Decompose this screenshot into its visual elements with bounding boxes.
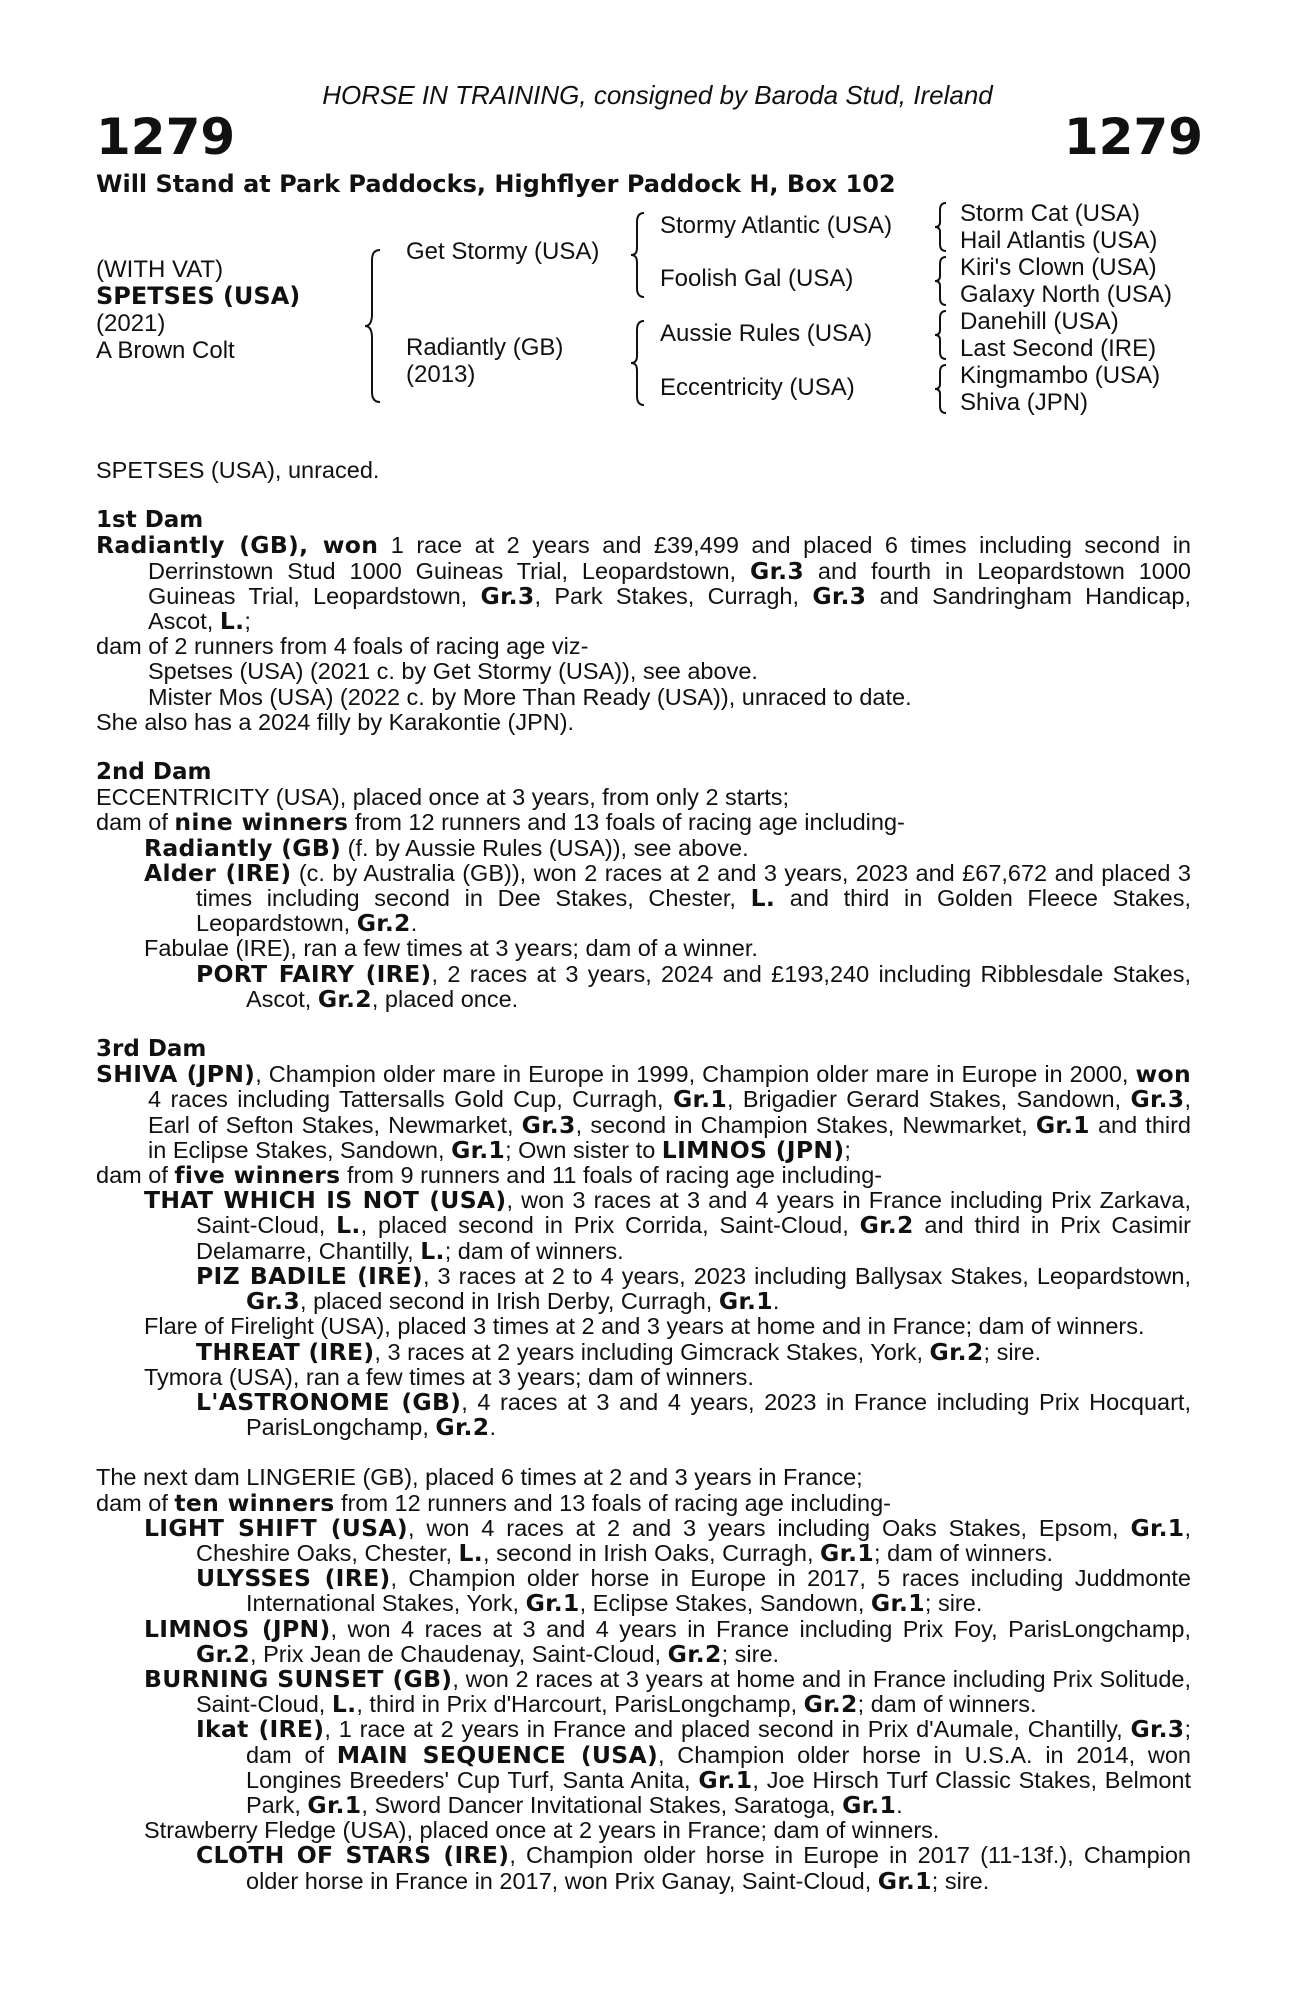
bold-run: ten winners (174, 1488, 335, 1517)
horse-name: SPETSES (USA) (96, 282, 301, 310)
pedigree-sire: Get Stormy (USA) (406, 238, 600, 265)
g3-ancestor: Galaxy North (USA) (960, 281, 1173, 308)
pedigree-dam-dam: Eccentricity (USA) (660, 374, 855, 401)
bold-run: Gr.2 (929, 1337, 984, 1366)
produce-entry: LIGHT SHIFT (USA), won 4 races at 2 and 3 years including Oaks Stakes, Epsom, Gr.1, Cheshire Oaks, Chester, L., second in Irish Oaks, Curragh, Gr.1; dam of winners. (144, 1513, 1191, 1567)
produce-entry: THAT WHICH IS NOT (USA), won 3 races at 3 and 4 years in France including Prix Zarkava, Saint-Cloud, L., placed second in Prix Corrida, Saint-Cloud, Gr.2 and third in Prix Casimir Delamarre, Chantilly, L.; dam of winners. (144, 1186, 1192, 1265)
g3-ancestor: Storm Cat (USA) (960, 200, 1141, 227)
bold-run: Gr.3 (480, 581, 535, 610)
second-dam-produce: dam of nine winners from 12 runners and 13 foals of racing age including- (96, 808, 905, 837)
pedigree-horse (96, 256, 300, 364)
bold-run: won (1135, 1060, 1192, 1089)
produce-sub-entry: L'ASTRONOME (GB), 4 races at 3 and 4 years, 2023 in France including Prix Hocquart, ParisLongchamp, Gr.2. (196, 1387, 1191, 1442)
bold-run: Gr.3 (1130, 1085, 1185, 1114)
bold-run: LIGHT SHIFT (USA) (144, 1513, 408, 1542)
produce-sub-entry: ULYSSES (IRE), Champion older horse in Europe in 2017, 5 races including Juddmonte International Stakes, York, Gr.1, Eclipse Stakes, Sandown, Gr.1; sire. (196, 1564, 1191, 1618)
pedigree-dam: Radiantly (GB) (406, 334, 564, 361)
produce-entry: Strawberry Fledge (USA), placed once at 2 years in France; dam of winners. (144, 1817, 940, 1844)
bold-run: Gr.1 (307, 1790, 362, 1819)
bold-run: Ikat (IRE) (196, 1715, 325, 1744)
bold-run: PORT FAIRY (IRE) (196, 959, 432, 988)
pedigree-dam-year: (2013) (406, 361, 476, 388)
bold-run: Gr.3 (750, 556, 805, 585)
bold-run: Gr.3 (812, 581, 867, 610)
produce-entry: Tymora (USA), ran a few times at 3 years; dam of winners. (144, 1363, 754, 1390)
g3-ancestor: Danehill (USA) (960, 308, 1119, 335)
produce-sub-entry: THREAT (IRE), 3 races at 2 years including Gimcrack Stakes, York, Gr.2; sire. (196, 1337, 1041, 1366)
bold-run: Gr.2 (356, 909, 411, 938)
g3-ancestor: Shiva (JPN) (960, 389, 1089, 416)
bold-run: Gr.1 (1130, 1513, 1185, 1542)
produce-sub-entry: Ikat (IRE), 1 race at 2 years in France and placed second in Prix d'Aumale, Chantilly, Gr.3; dam of MAIN SEQUENCE (USA), Champion older horse in U.S.A. in 2014, won Longines Breeders' Cup Turf, Santa Anita, Gr.1, Joe Hirsch Turf Classic Stakes, Belmont Park, Gr.1, Sword Dancer Invitational Stakes, Saratoga, Gr.1. (196, 1715, 1191, 1819)
bold-run: CLOTH OF STARS (IRE) (196, 1841, 510, 1870)
produce-sub-entry: CLOTH OF STARS (IRE), Champion older horse in Europe in 2017 (11-13f.), Champion older horse in France in 2017, won Prix Ganay, Saint-Cloud, Gr.1; sire. (196, 1841, 1191, 1895)
g3-ancestor: Hail Atlantis (USA) (960, 227, 1158, 254)
produce-entry: BURNING SUNSET (GB), won 2 races at 3 years at home and in France including Prix Solitude, Saint-Cloud, L., third in Prix d'Harcourt, ParisLongchamp, Gr.2; dam of winners. (144, 1664, 1192, 1719)
bold-run: Gr.1 (672, 1085, 727, 1114)
first-dam-produce: dam of 2 runners from 4 foals of racing age viz- (96, 633, 589, 660)
pedigree-sire-sire: Stormy Atlantic (USA) (660, 212, 893, 239)
bold-run: L'ASTRONOME (GB) (196, 1387, 462, 1416)
produce-entry: Alder (IRE) (c. by Australia (GB)), won 2 races at 2 and 3 years, 2023 and £67,672 and placed 3 times including second in Dee Stakes, Chester, L. and third in Golden Fleece Stakes, Leopardstown, Gr.2. (144, 858, 1191, 938)
bold-run: Gr.3 (246, 1287, 301, 1316)
g3-ancestor: Last Second (IRE) (960, 335, 1157, 362)
bold-run: BURNING SUNSET (GB) (144, 1664, 453, 1693)
bold-run: L. (331, 1690, 357, 1719)
bold-run: five winners (174, 1161, 341, 1190)
bold-run: L. (336, 1211, 361, 1240)
bold-run: Gr.2 (196, 1639, 251, 1668)
bold-run: L. (420, 1236, 445, 1265)
bold-run: Gr.1 (525, 1589, 580, 1618)
pedigree-brace-main (362, 246, 386, 406)
bold-run: Gr.2 (859, 1211, 914, 1240)
pedigree-sire-dam: Foolish Gal (USA) (660, 265, 854, 292)
horse-year: (2021) (96, 310, 166, 337)
bold-run: L. (458, 1538, 484, 1567)
bold-run: LIMNOS (JPN) (661, 1135, 845, 1164)
third-dam-produce: dam of five winners from 9 runners and 11 foals of racing age including- (96, 1161, 883, 1190)
vat-note: (WITH VAT) (96, 256, 224, 283)
bold-run: LIMNOS (JPN) (144, 1614, 331, 1643)
bold-run: Gr.1 (820, 1538, 875, 1567)
g3-ancestor: Kingmambo (USA) (960, 362, 1161, 389)
next-dam-produce: dam of ten winners from 12 runners and 13 foals of racing age including- (96, 1488, 891, 1517)
bold-run: Gr.3 (521, 1110, 576, 1139)
bold-run: Gr.1 (718, 1287, 773, 1316)
pedigree-brace-sire (628, 210, 650, 300)
bold-run: Gr.3 (1130, 1715, 1185, 1744)
bold-run: PIZ BADILE (IRE) (196, 1261, 423, 1290)
pedigree-third-generation (960, 200, 1172, 416)
horse-description: A Brown Colt (96, 337, 235, 364)
bold-run: SHIVA (JPN) (96, 1060, 256, 1089)
bold-run: Gr.2 (667, 1639, 722, 1668)
lot-number-left: 1279 (96, 108, 236, 166)
catalogue-body (96, 458, 1191, 1894)
bold-run: Gr.1 (1035, 1110, 1090, 1139)
pedigree-brace-g3-3 (932, 308, 952, 362)
pedigree-brace-g3-1 (932, 200, 952, 254)
second-dam-record: ECCENTRICITY (USA), placed once at 3 years, from only 2 starts; (96, 784, 790, 811)
bold-run: Gr.1 (698, 1765, 753, 1794)
produce-note: She also has a 2024 filly by Karakontie (JPN). (96, 708, 575, 735)
produce-entry: Fabulae (IRE), ran a few times at 3 years; dam of a winner. (144, 935, 758, 962)
third-dam-record: SHIVA (JPN), Champion older mare in Europe in 1999, Champion older mare in Europe in 2000, won 4 races including Tattersalls Gold Cup, Curragh, Gr.1, Brigadier Gerard Stakes, Sandown, Gr.3, Earl of Sefton Stakes, Newmarket, Gr.3, second in Champion Stakes, Newmarket, Gr.1 and third in Eclipse Stakes, Sandown, Gr.1; Own sister to LIMNOS (JPN); (96, 1060, 1192, 1164)
bold-run: Gr.2 (435, 1413, 490, 1442)
lot-number-right: 1279 (1063, 108, 1203, 166)
first-dam-record: Radiantly (GB), won 1 race at 2 years and £39,499 and placed 6 times including second in Derrinstown Stud 1000 Guineas Trial, Leopardstown, Gr.3 and fourth in Leopardstown 1000 Guineas Trial, Leopardstown, Gr.3, Park Stakes, Curragh, Gr.3 and Sandringham Handicap, Ascot, L.; (96, 531, 1192, 636)
third-dam-heading: 3rd Dam (96, 1036, 207, 1063)
catalogue-subtitle: HORSE IN TRAINING, consigned by Baroda Stud, Ireland (322, 80, 993, 110)
produce-entry: Flare of Firelight (USA), placed 3 times at 2 and 3 years at home and in France; dam of winners. (144, 1313, 1145, 1340)
bold-run: Gr.1 (451, 1135, 506, 1164)
bold-run: L. (750, 884, 776, 913)
second-dam-heading: 2nd Dam (96, 759, 212, 786)
g3-ancestor: Kiri's Clown (USA) (960, 254, 1157, 281)
pedigree-brace-g3-4 (932, 362, 952, 416)
bold-run: Gr.2 (803, 1690, 858, 1719)
produce-entry: Mister Mos (USA) (2022 c. by More Than Ready (USA)), unraced to date. (148, 683, 912, 710)
bold-run: Gr.2 (317, 984, 372, 1013)
bold-run: MAIN SEQUENCE (USA) (336, 1740, 658, 1769)
bold-run: ULYSSES (IRE) (196, 1564, 391, 1593)
bold-run: Radiantly (GB) (144, 833, 342, 862)
pedigree-brace-dam (628, 318, 650, 408)
produce-entry: Radiantly (GB) (f. by Aussie Rules (USA)), see above. (144, 833, 749, 862)
bold-run: THREAT (IRE) (196, 1337, 375, 1366)
first-dam-heading: 1st Dam (96, 507, 204, 534)
pedigree-dam-sire: Aussie Rules (USA) (660, 320, 873, 347)
bold-run: Gr.1 (877, 1866, 932, 1895)
next-dam-record: The next dam LINGERIE (GB), placed 6 times at 2 and 3 years in France; (96, 1464, 863, 1491)
bold-run: L. (219, 607, 245, 636)
bold-run: Gr.1 (870, 1589, 925, 1618)
produce-sub-entry: PORT FAIRY (IRE), 2 races at 3 years, 2024 and £193,240 including Ribblesdale Stakes, Ascot, Gr.2, placed once. (196, 959, 1192, 1013)
unraced-note: SPETSES (USA), unraced. (96, 457, 380, 483)
bold-run: THAT WHICH IS NOT (USA) (144, 1186, 507, 1215)
produce-entry: Spetses (USA) (2021 c. by Get Stormy (USA)), see above. (148, 658, 758, 685)
stand-location: Will Stand at Park Paddocks, Highflyer Paddock H, Box 102 (96, 170, 896, 198)
bold-run: Alder (IRE) (144, 858, 292, 887)
bold-run: nine winners (174, 808, 349, 837)
bold-run: Gr.1 (842, 1790, 897, 1819)
pedigree-brace-g3-2 (932, 254, 952, 308)
bold-run: Radiantly (GB), won (96, 531, 379, 560)
produce-sub-entry: PIZ BADILE (IRE), 3 races at 2 to 4 years, 2023 including Ballysax Stakes, Leopardstown, Gr.3, placed second in Irish Derby, Curragh, Gr.1. (196, 1261, 1192, 1316)
produce-entry: LIMNOS (JPN), won 4 races at 3 and 4 years in France including Prix Foy, ParisLongchamp, Gr.2, Prix Jean de Chaudenay, Saint-Cloud, Gr.2; sire. (144, 1614, 1191, 1668)
